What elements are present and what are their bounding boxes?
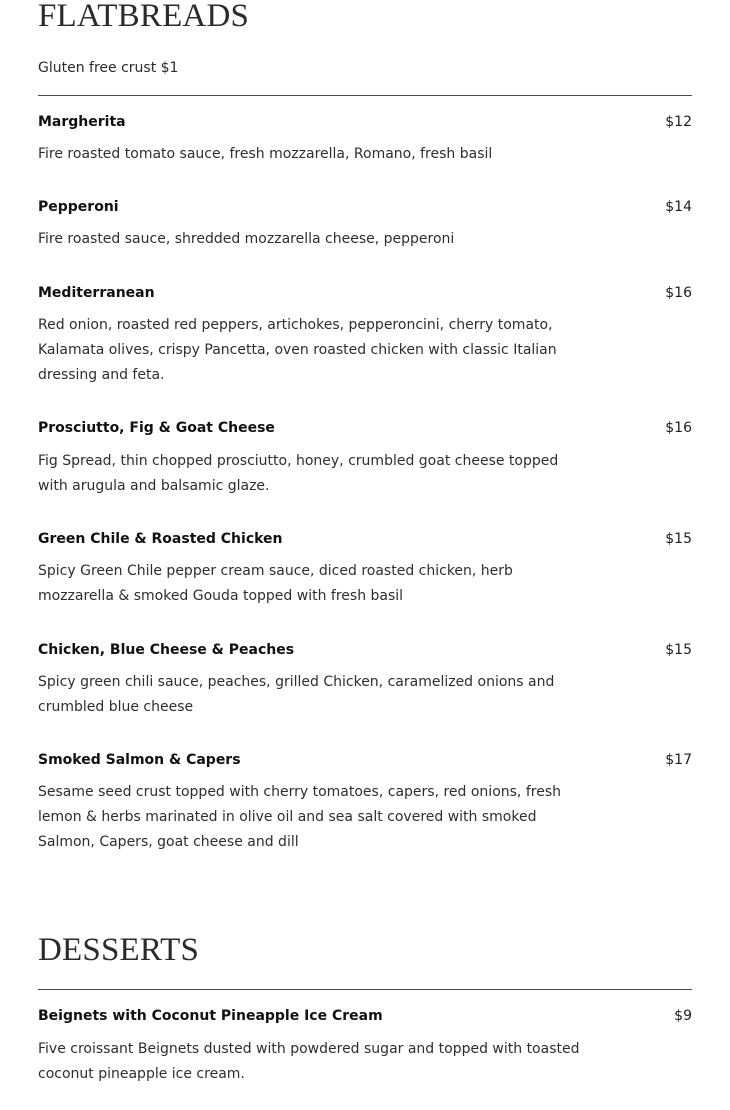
item-price: $16: [665, 420, 692, 436]
description-line: lemon & herbs marinated in olive oil and sea salt covered with smoked: [38, 809, 537, 826]
gluten-free-note: Gluten free crust $1: [38, 60, 179, 76]
item-description: [38, 1037, 580, 1087]
item-description: [38, 780, 568, 856]
description-line: Salmon, Capers, goat cheese and dill: [38, 834, 299, 851]
description-line: Fig Spread, thin chopped prosciutto, honey, crumbled goat cheese topped: [38, 453, 559, 469]
item-description: [38, 670, 568, 720]
item-price: $15: [665, 642, 692, 658]
description-line: Fire roasted tomato sauce, fresh mozzarella, Romano, fresh basil: [38, 146, 493, 162]
item-name: Margherita: [38, 114, 126, 130]
description-line: crumbled blue cheese: [38, 699, 194, 716]
description-line: with arugula and balsamic glaze.: [38, 478, 270, 495]
item-price: $14: [665, 199, 692, 215]
item-description: [38, 142, 568, 167]
description-line: Five croissant Beignets dusted with powdered sugar and topped with toasted: [38, 1041, 580, 1057]
item-price: $15: [665, 531, 692, 547]
item-price: $17: [665, 752, 692, 768]
item-name: Beignets with Coconut Pineapple Ice Cream: [38, 1008, 383, 1024]
desserts-divider: [38, 989, 692, 990]
item-name: Smoked Salmon & Capers: [38, 752, 241, 768]
flatbreads-title: FLATBREADS: [38, 0, 250, 34]
description-line: Spicy green chili sauce, peaches, grilled Chicken, caramelized onions and: [38, 674, 555, 690]
item-name: Pepperoni: [38, 199, 119, 215]
item-description: [38, 227, 568, 252]
description-line: mozzarella & smoked Gouda topped with fresh basil: [38, 588, 404, 605]
item-name: Green Chile & Roasted Chicken: [38, 531, 283, 547]
desserts-title: DESSERTS: [38, 932, 199, 968]
item-name: Prosciutto, Fig & Goat Cheese: [38, 420, 275, 436]
description-line: Fire roasted sauce, shredded mozzarella cheese, pepperoni: [38, 231, 455, 247]
description-line: Spicy Green Chile pepper cream sauce, diced roasted chicken, herb: [38, 563, 513, 579]
description-line: Kalamata olives, crispy Pancetta, oven roasted chicken with classic Italian: [38, 342, 557, 359]
description-line: dressing and feta.: [38, 367, 165, 384]
item-description: [38, 449, 568, 499]
description-line: Sesame seed crust topped with cherry tomatoes, capers, red onions, fresh: [38, 784, 561, 800]
item-name: Chicken, Blue Cheese & Peaches: [38, 642, 295, 658]
item-price: $12: [665, 114, 692, 130]
item-price: $16: [665, 285, 692, 301]
item-name: Mediterranean: [38, 285, 155, 301]
description-line: coconut pineapple ice cream.: [38, 1066, 245, 1083]
item-description: [38, 559, 568, 609]
item-price: $9: [674, 1008, 692, 1024]
description-line: Red onion, roasted red peppers, artichokes, pepperoncini, cherry tomato,: [38, 317, 553, 333]
item-description: [38, 313, 568, 389]
flatbreads-divider: [38, 95, 692, 96]
